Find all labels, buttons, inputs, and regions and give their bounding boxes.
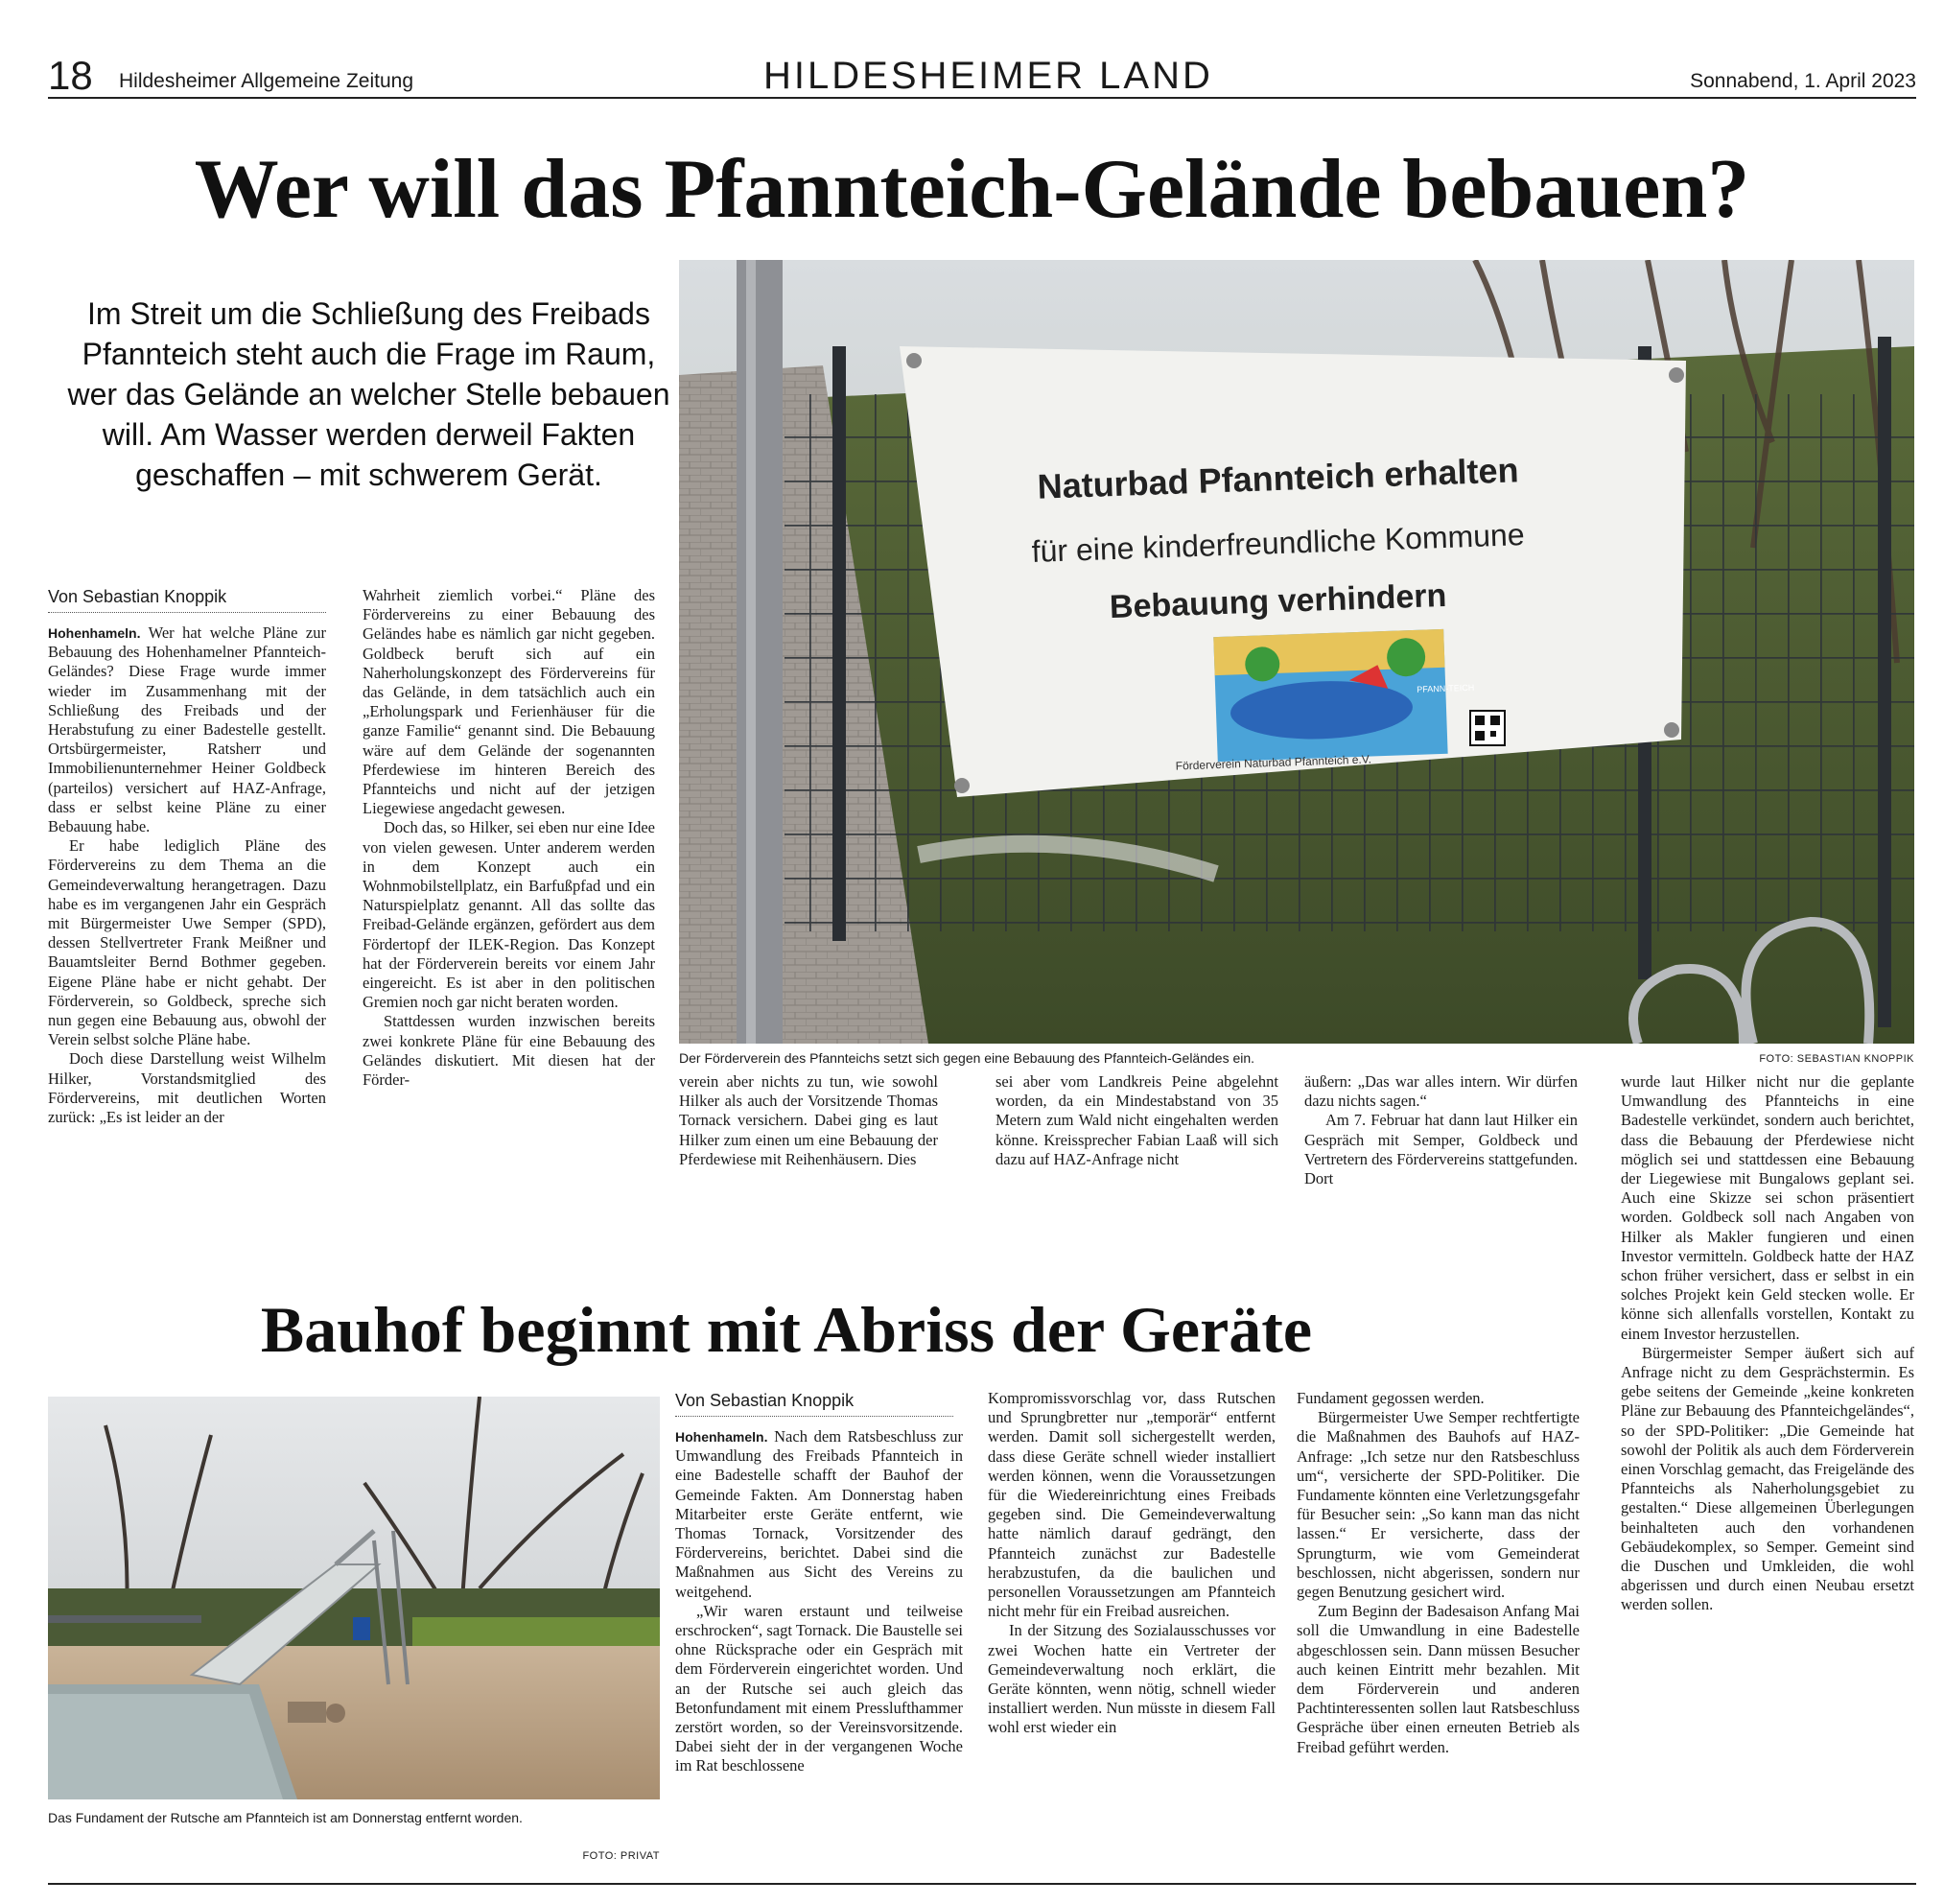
paragraph: Am 7. Februar hat dann laut Hilker ein Gespräch mit Semper, Goldbeck und Vertretern des Fördervereins stattgefunden. Dort bbox=[1304, 1111, 1578, 1188]
paragraph: Er habe lediglich Pläne des Fördervereins zu dem Thema an die Gemeindeverwaltung herangetragen. Dazu habe es im vergangenen Jahr ein Gespräch mit Bürgermeister Uwe Semper (SPD), dessen Stellvertreter Frank Meißner und Bauamtsleiter Bernd Bothmer gegeben. Eigene Pläne habe er nicht gehabt. Der Förderverein, so Goldbeck, spreche sich nun gegen eine Bebauung aus, obwohl der Verein selbst solche Pläne habe. bbox=[48, 836, 326, 1049]
fence-banner-photo bbox=[679, 260, 1914, 1044]
article1-intro: Im Streit um die Schließung des Freibads Pfannteich steht auch die Frage im Raum, wer das Gelände an welcher Stelle bebauen will. Am Wasser werden derweil Fakten geschaffen – mit schwerem Gerät. bbox=[67, 296, 670, 492]
article1-column-2 bbox=[363, 586, 655, 1277]
paragraph: verein aber nichts zu tun, wie sowohl Hilker als auch der Vorsitzende Thomas Tornack versichern. Dabei ging es laut Hilker zum einen um eine Bebauung der Pferdewiese mit Reihenhäusern. Dies bbox=[679, 1072, 938, 1168]
paragraph: sei aber vom Landkreis Peine abgelehnt worden, da ein Mindestabstand von 35 Metern zum Wald nicht eingehalten werden könne. Kreissprecher Fabian Laaß will sich dazu auf HAZ-Anfrage nicht bbox=[995, 1072, 1278, 1168]
paragraph: Stattdessen wurden inzwischen bereits zwei konkrete Pläne für eine Bebauung des Geländes diskutiert. Mit diesen hat der Förder- bbox=[363, 1012, 655, 1090]
article1-column-5 bbox=[1304, 1072, 1578, 1274]
article2-photo-caption: Das Fundament der Rutsche am Pfannteich ist am Donnerstag entfernt worden. bbox=[48, 1810, 523, 1825]
paragraph: Fundament gegossen werden. bbox=[1297, 1389, 1485, 1407]
article1-headline: Wer will das Pfannteich-Gelände bebauen? bbox=[194, 143, 1750, 236]
paragraph: Wahrheit ziemlich vorbei.“ Pläne des Fördervereins zu einer Bebauung des Geländes habe es nämlich gar nicht gegeben. Goldbeck beruft sich auf ein Naherholungskonzept des Fördervereins für das Gelände, in dem tatsächlich auch ein „Erholungspark und Ferienhäuser für die ganze Familie“ genannt sind. Die Bebauung wäre auf dem Gelände der sogenannten Pferdewiese im hinteren Bereich des Pfannteichs und nicht auf der jetzigen Liegewiese angedacht gewesen. bbox=[363, 586, 655, 818]
article1-column-6 bbox=[1621, 1072, 1914, 1878]
banner-line-2: für eine kinderfreundliche Kommune bbox=[1031, 517, 1526, 569]
article1-photo-credit: FOTO: SEBASTIAN KNOPPIK bbox=[1759, 1053, 1914, 1065]
article1-byline: Von Sebastian Knoppik bbox=[48, 585, 326, 613]
article2-column-2 bbox=[988, 1389, 1276, 1878]
dateline: Hohenhameln. bbox=[675, 1429, 768, 1445]
banner-line-1: Naturbad Pfannteich erhalten bbox=[1036, 450, 1520, 506]
slide-pool-photo bbox=[48, 1397, 660, 1799]
paragraph: Hohenhameln. Nach dem Ratsbeschluss zur Umwandlung des Freibads Pfannteich in eine Badestelle schafft der Bauhof der Gemeinde Fakten. Am Donnerstag haben Mitarbeiter erste Geräte entfernt, wie Thomas Tornack, Vorsitzender des Fördervereins, berichtet. Dabei sind die Maßnahmen aus Sicht des Vereins zu weitgehend. bbox=[675, 1427, 964, 1601]
paragraph: In der Sitzung des Sozialausschusses vor zwei Wochen hatte ein Vertreter der Gemeindeverwaltung noch erklärt, die Geräte könnten, wenn nötig, schnell wieder installiert werden. Nun müsste in diesem Fall wohl erst wieder ein bbox=[988, 1621, 1276, 1737]
article1-column-3 bbox=[679, 1072, 938, 1274]
issue-date: Sonnabend, 1. April 2023 bbox=[1690, 70, 1916, 92]
paragraph: äußern: „Das war alles intern. Wir dürfen dazu nichts sagen.“ bbox=[1304, 1072, 1578, 1111]
article2-photo-credit: FOTO: PRIVAT bbox=[582, 1850, 660, 1862]
paragraph: „Wir waren erstaunt und teilweise erschrocken“, sagt Tornack. Die Baustelle sei ohne Rücksprache oder ein Gespräch mit dem Förderverein eingerichtet worden. Und an der Rutsche sei auch gleich das Betonfundament mit einem Presslufthammer zerstört worden, so der Vereinsvorsitzende. Dabei sieht der in der vergangenen Woche im Rat beschlossene bbox=[675, 1601, 963, 1775]
article2-byline: Von Sebastian Knoppik bbox=[675, 1389, 953, 1417]
page-number: 18 bbox=[48, 53, 93, 98]
article2-column-3 bbox=[1297, 1389, 1580, 1878]
paragraph: Kompromissvorschlag vor, dass Rutschen und Sprungbretter nur „temporär“ entfernt werden. Damit soll sichergestellt werden, dass diese Geräte schnell wieder installiert werden können, wenn die Voraussetzungen für die Wiedereinrichtung eines Freibads gegeben sind. Die Gemeindeverwaltung hatte nämlich darauf gedrängt, den Pfannteich zunächst zur Badestelle herabzustufen, da die baulichen und personellen Voraussetzungen am Pfannteich nicht mehr für ein Freibad ausreichen. bbox=[988, 1389, 1276, 1621]
article2-column-1 bbox=[675, 1427, 963, 1878]
article2-photo bbox=[48, 1397, 660, 1799]
dateline: Hohenhameln. bbox=[48, 625, 141, 641]
article1-photo-caption: Der Förderverein des Pfannteichs setzt sich gegen eine Bebauung des Pfannteich-Geländes ein. bbox=[679, 1050, 1255, 1066]
paragraph: Doch das, so Hilker, sei eben nur eine Idee von vielen gewesen. Unter anderem werden in dem Konzept auch ein Wohnmobilstellplatz, ein Barfußpfad und ein Naturspielplatz genannt. All das sollte das Freibad-Gelände ergänzen, gefördert aus dem Fördertopf der ILEK-Region. Das Konzept hat der Förderverein bereits vor einem Jahr eingereicht. Es ist aber in den politischen Gremien noch gar nicht beraten worden. bbox=[363, 818, 655, 1012]
paragraph: Bürgermeister Semper äußert sich auf Anfrage nicht zu dem Gesprächstermin. Es gebe seitens der Gemeinde „keine konkreten Pläne zur Bebauung des Pfannteichgeländes“, so der SPD-Politiker: „Die Gemeinde hat sowohl der Politik als auch dem Förderverein einen Vorschlag gemacht, das Freigelände des Pfannteichs als Naherholungsgebiet zu gestalten.“ Diese allgemeinen Überlegungen beinhalteten auch den vorhandenen Gebäudekomplex, so Semper. Gemeint sind die Duschen und Umkleiden, die wohl abgerissen und durch einen Neubau ersetzt werden sollen. bbox=[1621, 1343, 1914, 1614]
article1-column-4 bbox=[995, 1072, 1278, 1274]
article2-headline: Bauhof beginnt mit Abriss der Geräte bbox=[260, 1293, 1313, 1366]
banner-line-3: Bebauung verhindern bbox=[1109, 576, 1447, 626]
paragraph: wurde laut Hilker nicht nur die geplante Umwandlung des Pfannteichs in eine Badestelle verkündet, sondern auch berichtet, dass die Bebauung der Pferdewiese nicht möglich sei und stattdessen eine Bebauung der Liegewiese mit Bungalows geplant sei. Auch eine Skizze sei schon präsentiert worden. Goldbeck soll nach Angaben von Hilker als Makler fungieren und einen Investor vermitteln. Goldbeck hatte der HAZ schon früher versichert, dass er selbst in ein solches Projekt kein Geld stecken wolle. Er könne sich allenfalls vorstellen, Kontakt zu einem Investor herzustellen. bbox=[1621, 1072, 1914, 1343]
section-title: HILDESHEIMER LAND bbox=[763, 55, 1213, 97]
svg-text:PFANN-TEICH: PFANN-TEICH bbox=[1417, 682, 1475, 694]
paragraph: Bürgermeister Uwe Semper rechtfertigte die Maßnahmen des Bauhofs auf HAZ-Anfrage: „Ich setze nur den Ratsbeschluss um“, versicherte der SPD-Politiker. Die Fundamente könnten eine Verletzungsgefahr für Besucher sein: „So kann man das nicht lassen.“ Er versicherte, dass der Sprungturm, wie vom Gemeinderat beschlossen, nicht abgerissen, sondern nur gegen Benutzung gesichert wird. bbox=[1297, 1408, 1580, 1602]
paragraph: Doch diese Darstellung weist Wilhelm Hilker, Vorstandsmitglied des Fördervereins, mit deutlichen Worten zurück: „Es ist leider an der bbox=[48, 1049, 326, 1127]
paragraph: Hohenhameln. Wer hat welche Pläne zur Bebauung des Hohenhamelner Pfannteich-Geländes? Diese Frage wurde immer wieder im Zusammenhang mit der Schließung des Freibads und der Herabstufung zu einer Badestelle gestellt. Ortsbürgermeister, Ratsherr und Immobilienunternehmer Heiner Goldbeck (parteilos) versichert auf HAZ-Anfrage, dass er selbst keine Pläne zu einer Bebauung habe. bbox=[48, 623, 326, 836]
article1-photo bbox=[679, 260, 1914, 1044]
article1-column-1 bbox=[48, 623, 326, 1276]
page-bottom-rule bbox=[48, 1883, 1916, 1885]
masthead-rule bbox=[48, 97, 1916, 99]
banner-footer: Förderverein Naturbad Pfannteich e.V. bbox=[1175, 752, 1372, 773]
newspaper-name: Hildesheimer Allgemeine Zeitung bbox=[119, 70, 413, 92]
paragraph: Zum Beginn der Badesaison Anfang Mai soll die Umwandlung in eine Badestelle abgeschlossen sein. Dann müssen Besucher auch keinen Eintritt mehr bezahlen. Mit dem Förderverein und anderen Pachtinteressenten sollen laut Ratsbeschluss Gespräche über einen erneuten Betrieb als Freibad geführt werden. bbox=[1297, 1602, 1580, 1756]
banner-artwork bbox=[1213, 628, 1476, 762]
